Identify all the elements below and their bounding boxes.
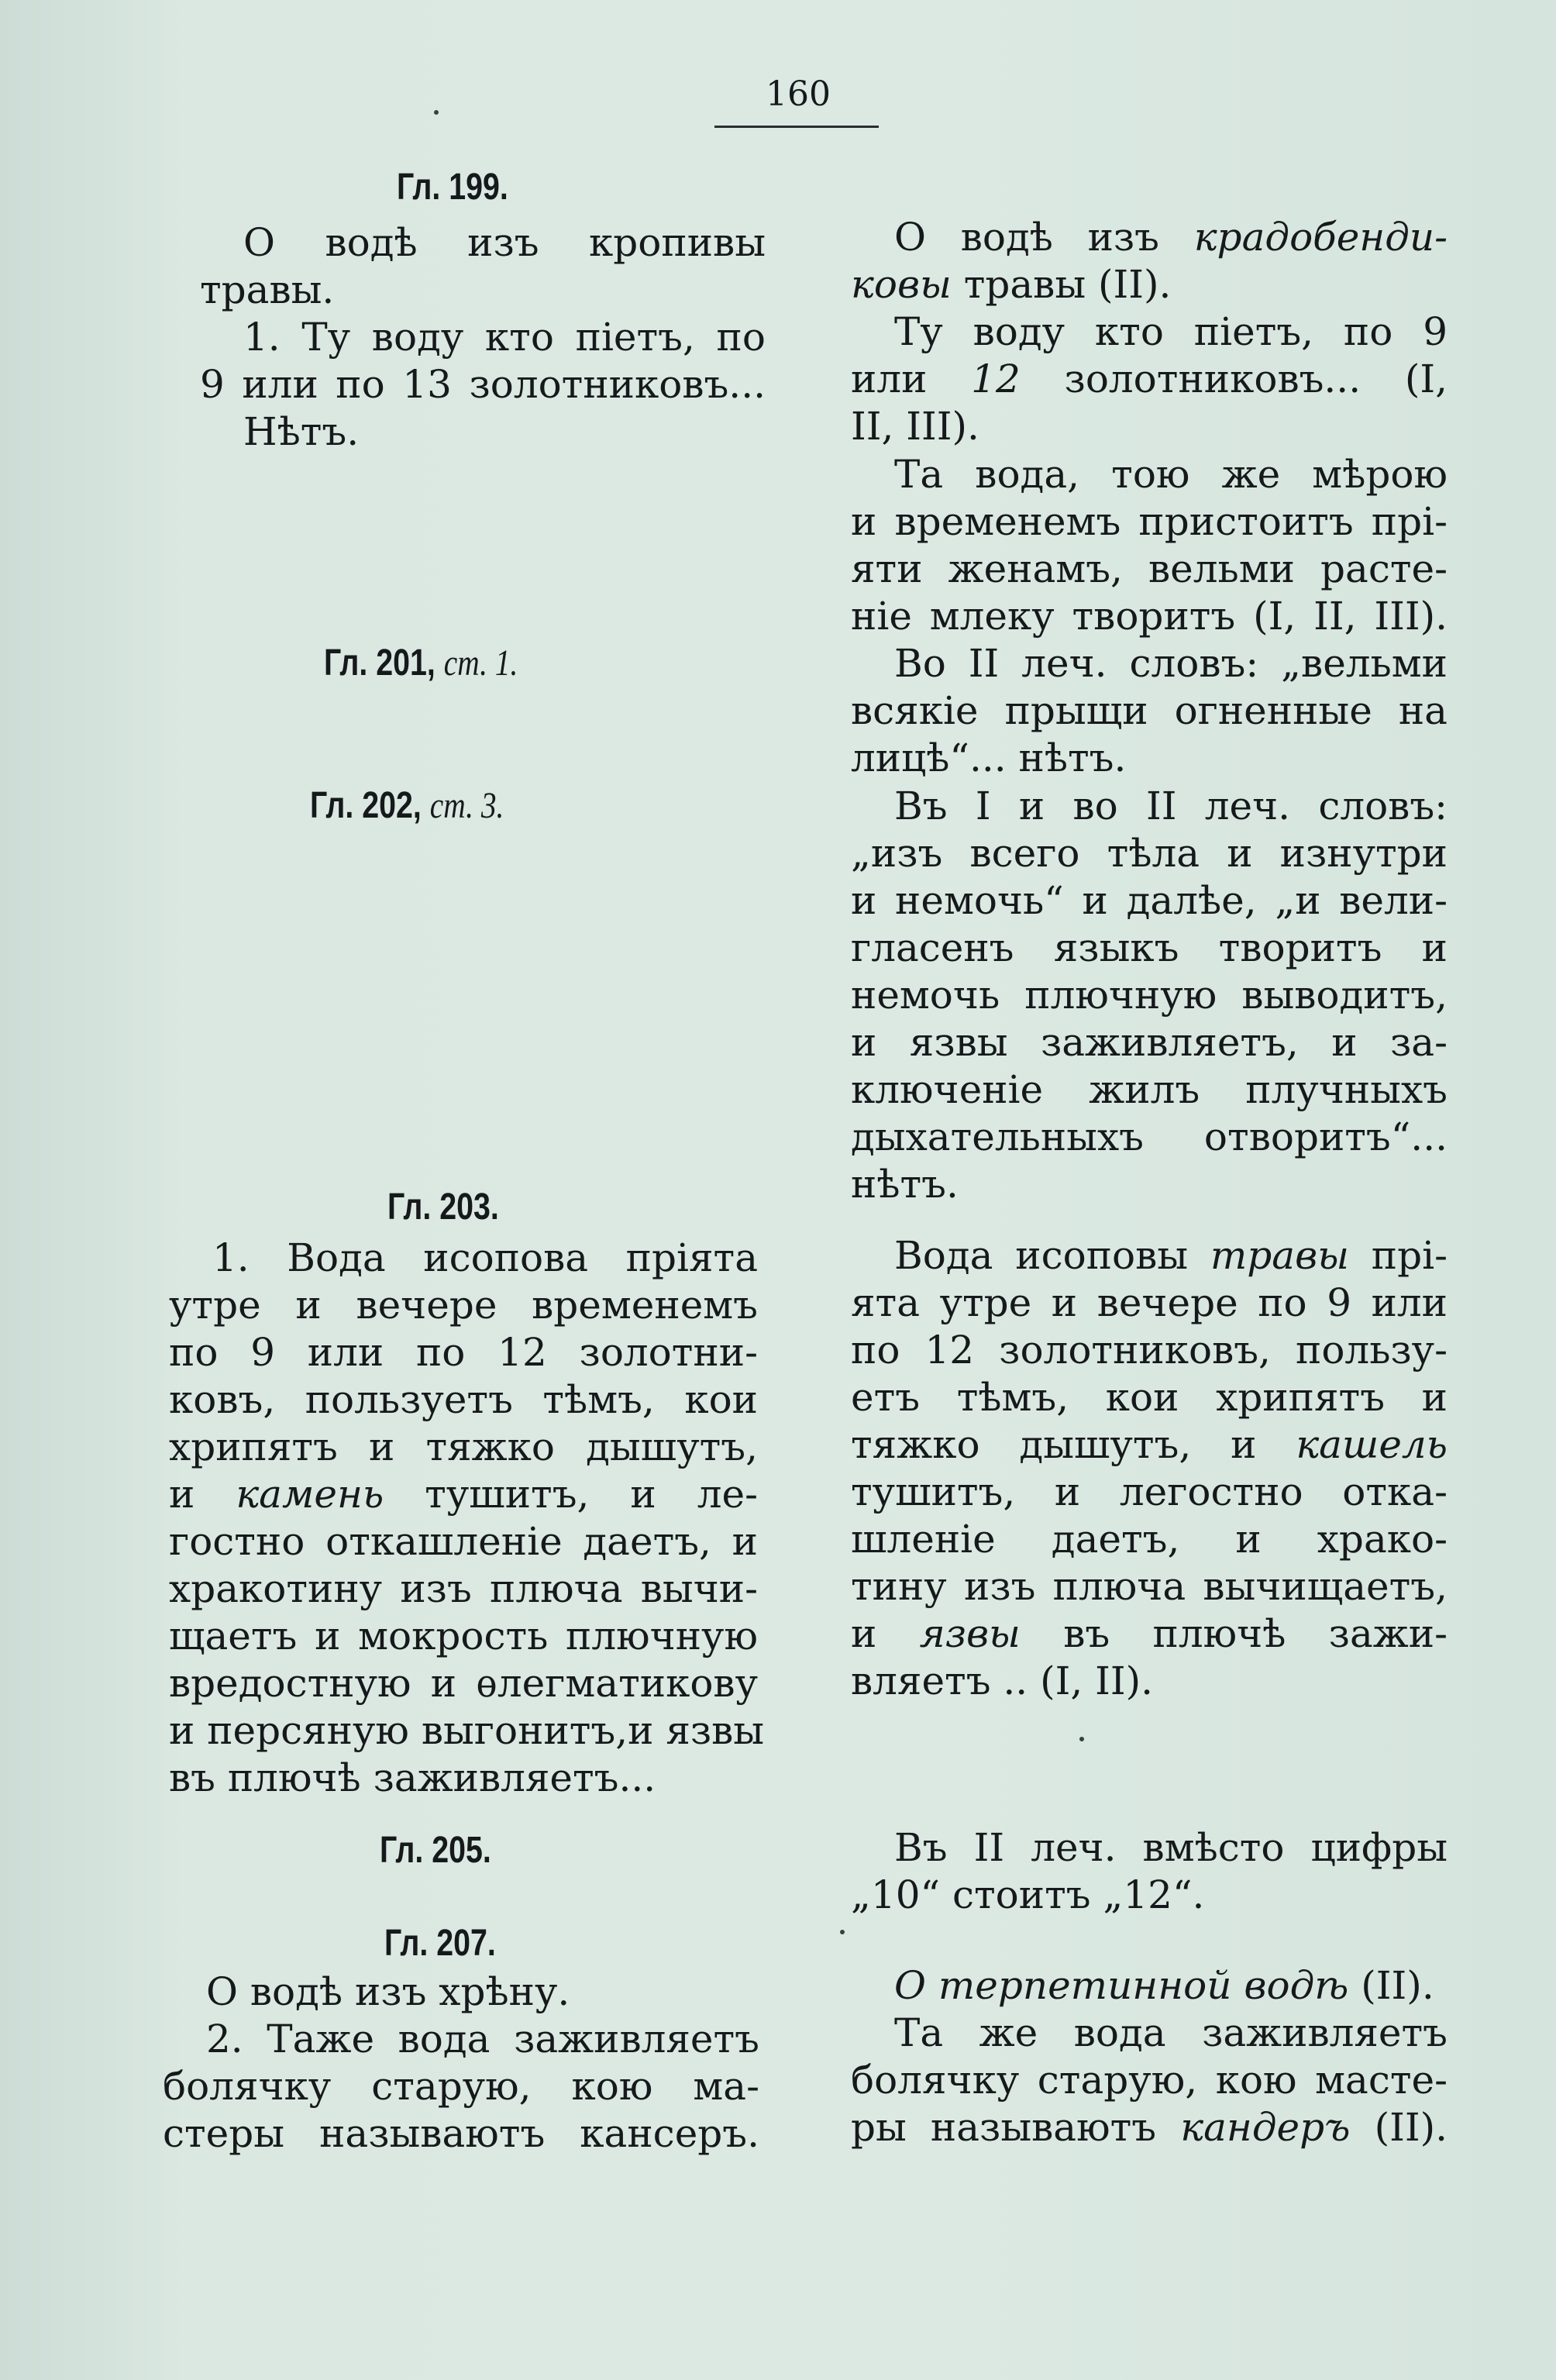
text-line: яти женамъ, вельми расте- bbox=[851, 546, 1448, 591]
text-line: Ту воду кто пiетъ, по 9 bbox=[894, 309, 1448, 354]
chapter-heading-207: Гл. 207. bbox=[384, 1923, 496, 1964]
chapter-heading-205: Гл. 205. bbox=[380, 1830, 491, 1871]
text-line: гостно откашленiе даетъ, и bbox=[169, 1519, 758, 1564]
text-line: вляетъ .. (I, II). bbox=[851, 1658, 1154, 1703]
text-line: Вода исоповы травы прi- bbox=[894, 1233, 1448, 1278]
text-line: ры называютъ кандеръ (II). bbox=[851, 2105, 1448, 2150]
text-line: и временемъ пристоитъ прi- bbox=[851, 499, 1448, 544]
text-line: въ плючѣ заживляетъ... bbox=[169, 1755, 656, 1800]
left-block-207 bbox=[163, 1968, 759, 2158]
ink-speck bbox=[434, 110, 439, 115]
text-line: и камень тушитъ, и ле- bbox=[169, 1472, 758, 1517]
text-line: етъ тѣмъ, кои хрипятъ и bbox=[851, 1375, 1448, 1420]
text-line: „10“ стоитъ „12“. bbox=[851, 1872, 1205, 1917]
text-line: лицѣ“... нѣтъ. bbox=[851, 735, 1127, 780]
text-line: „изъ всего тѣла и изнутри bbox=[851, 831, 1448, 876]
right-block-4 bbox=[851, 783, 1448, 1208]
left-block-203 bbox=[169, 1235, 765, 1802]
text-line: Въ I и во II леч. словъ: bbox=[894, 784, 1448, 828]
chapter-heading-199: Гл. 199. bbox=[397, 167, 508, 208]
text-line: по 9 или по 12 золотни- bbox=[169, 1330, 758, 1375]
text-line: Въ II леч. вмѣсто цифры bbox=[894, 1825, 1448, 1870]
right-block-1 bbox=[851, 214, 1448, 450]
left-block-199 bbox=[200, 219, 766, 456]
text-line: и язвы въ плючѣ зажи- bbox=[851, 1611, 1448, 1656]
text-line: нiе млеку творитъ (I, II, III). bbox=[851, 594, 1448, 639]
text-line: дыхательныхъ отворитъ“... bbox=[851, 1114, 1448, 1159]
chapter-heading-203: Гл. 203. bbox=[387, 1187, 499, 1228]
text-line: ковы травы (II). bbox=[851, 262, 1172, 307]
text-line: гласенъ языкъ творитъ и bbox=[851, 925, 1448, 970]
right-block-7 bbox=[851, 1962, 1448, 2151]
page-number: 160 bbox=[766, 74, 831, 114]
text-line: болячку старую, кою масте- bbox=[851, 2058, 1448, 2103]
text-line: вредостную и ѳлегматикову bbox=[169, 1661, 758, 1706]
page-number-rule bbox=[714, 126, 879, 128]
text-line: шленiе даетъ, и храко- bbox=[851, 1517, 1448, 1562]
text-line: стеры называютъ кансеръ. bbox=[163, 2111, 759, 2156]
text-line: ковъ, пользуетъ тѣмъ, кои bbox=[169, 1377, 758, 1422]
text-line: всякiе прыщи огненные на bbox=[851, 688, 1448, 733]
text-line: 1. Ту воду кто пiетъ, по bbox=[243, 315, 766, 360]
text-line: и немочь“ и далѣе, „и вели- bbox=[851, 878, 1448, 923]
text-line: 9 или по 13 золотниковъ... bbox=[200, 362, 766, 407]
text-line: ята утре и вечере по 9 или bbox=[851, 1280, 1448, 1325]
right-block-6 bbox=[851, 1824, 1448, 1919]
text-line: Нѣтъ. bbox=[243, 409, 360, 454]
text-line: немочь плючную выводитъ, bbox=[851, 973, 1448, 1018]
text-line: утре и вечере временемъ bbox=[169, 1283, 758, 1328]
text-line: и персяную выгонитъ,и язвы bbox=[169, 1708, 765, 1753]
text-line: болячку старую, кою ма- bbox=[163, 2064, 759, 2109]
text-line: О терпетинной водѣ (II). bbox=[894, 1963, 1434, 2008]
ink-speck bbox=[1079, 1737, 1084, 1741]
text-line: травы. bbox=[200, 267, 335, 312]
text-line: тину изъ плюча вычищаетъ, bbox=[851, 1564, 1448, 1609]
ink-speck bbox=[840, 1930, 845, 1934]
text-line: Та вода, тою же мѣрою bbox=[894, 452, 1448, 497]
chapter-heading-202: Гл. 202, ст. 3. bbox=[310, 785, 504, 826]
text-line: хрипятъ и тяжко дышутъ, bbox=[169, 1424, 758, 1469]
text-line: тяжко дышутъ, и кашель bbox=[851, 1422, 1448, 1467]
text-line: О водѣ изъ крадобенди- bbox=[894, 215, 1448, 260]
text-line: по 12 золотниковъ, пользу- bbox=[851, 1328, 1448, 1373]
text-line: Во II леч. словъ: „вельми bbox=[894, 641, 1448, 686]
chapter-heading-201: Гл. 201, ст. 1. bbox=[324, 642, 518, 684]
text-line: и язвы заживляетъ, и за- bbox=[851, 1020, 1448, 1065]
text-line: 2. Таже вода заживляетъ bbox=[206, 2017, 759, 2061]
text-line: щаетъ и мокрость плючную bbox=[169, 1614, 758, 1658]
text-line: 1. Вода исопова прiята bbox=[212, 1235, 758, 1280]
text-line: Та же вода заживляетъ bbox=[894, 2010, 1448, 2055]
text-line: О водѣ изъ кропивы bbox=[243, 220, 766, 265]
text-line: II, III). bbox=[851, 404, 979, 449]
text-line: нѣтъ. bbox=[851, 1162, 959, 1207]
right-block-3 bbox=[851, 640, 1448, 782]
right-block-5 bbox=[851, 1232, 1448, 1705]
text-line: или 12 золотниковъ... (I, bbox=[851, 356, 1448, 401]
text-line: О водѣ изъ хрѣну. bbox=[206, 1969, 570, 2014]
text-line: ключенiе жилъ плучныхъ bbox=[851, 1067, 1448, 1112]
right-block-2 bbox=[851, 451, 1448, 640]
text-line: хракотину изъ плюча вычи- bbox=[169, 1566, 758, 1611]
text-line: тушитъ, и легостно отка- bbox=[851, 1469, 1448, 1514]
